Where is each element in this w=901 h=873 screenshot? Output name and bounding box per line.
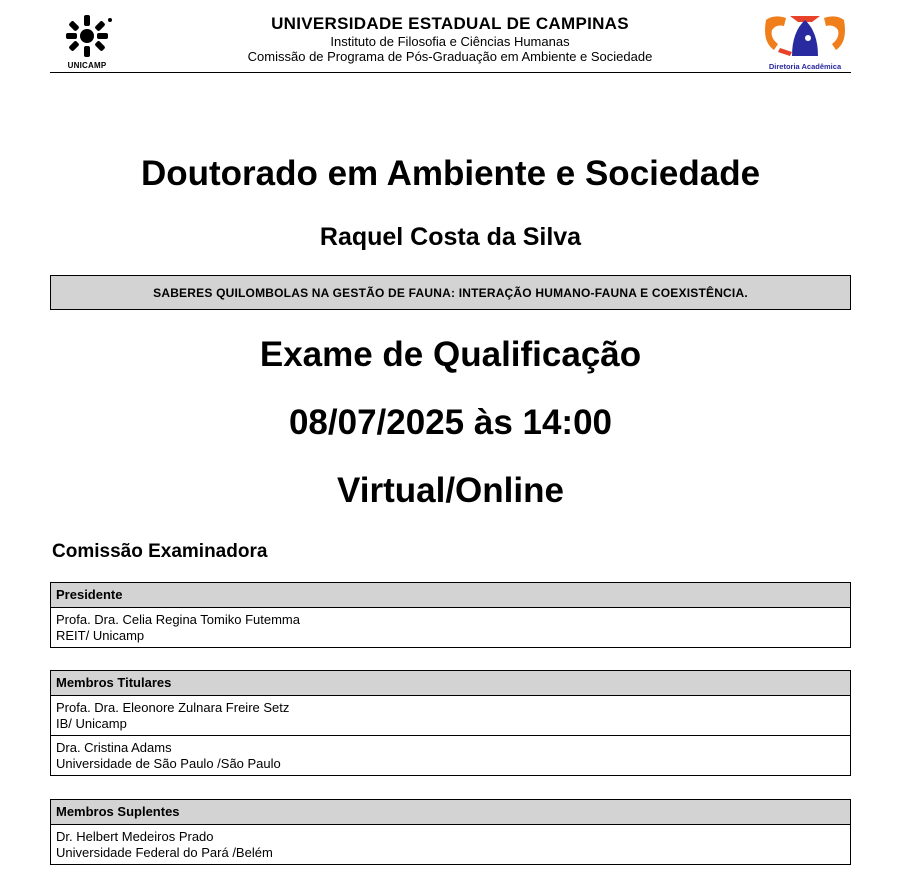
member-row: [51, 608, 850, 647]
exam-datetime: 08/07/2025 às 14:00: [288, 403, 613, 442]
document-header: [50, 8, 851, 73]
member-name: Profa. Dra. Eleonore Zulnara Freire Setz: [56, 700, 290, 715]
diretoria-academica-caption: Diretoria Acadêmica: [768, 62, 842, 71]
committee-heading: Comissão Examinadora: [52, 541, 268, 562]
member-row: [51, 696, 850, 735]
substitute-members-header: Membros Suplentes: [51, 800, 850, 825]
substitute-members-table: [50, 799, 851, 865]
header-text: [150, 14, 750, 64]
commission-name: Comissão de Programa de Pós-Graduação em Ambiente e Sociedade: [247, 49, 653, 64]
program-title: Doutorado em Ambiente e Sociedade: [140, 154, 761, 193]
thesis-title: SABERES QUILOMBOLAS NA GESTÃO DE FAUNA: INTERAÇÃO HUMANO-FAUNA E COEXISTÊNCIA.: [153, 285, 748, 300]
student-name: Raquel Costa da Silva: [319, 223, 582, 251]
exam-type: Exame de Qualificação: [259, 335, 642, 374]
member-row: [51, 735, 850, 775]
exam-location: Virtual/Online: [337, 471, 564, 510]
unicamp-logo-caption: UNICAMP: [67, 61, 107, 70]
member-affiliation: REIT/ Unicamp: [56, 628, 145, 643]
member-name: Dra. Cristina Adams: [56, 740, 172, 755]
university-name: UNIVERSIDADE ESTADUAL DE CAMPINAS: [271, 14, 629, 33]
president-header: Presidente: [51, 583, 850, 608]
institute-name: Instituto de Filosofia e Ciências Humanas: [330, 34, 570, 49]
member-name: Profa. Dra. Celia Regina Tomiko Futemma: [56, 612, 300, 627]
member-affiliation: IB/ Unicamp: [56, 716, 127, 731]
diretoria-academica-logo: [762, 12, 848, 72]
thesis-title-box: [50, 275, 851, 310]
president-table: [50, 582, 851, 648]
member-affiliation: Universidade de São Paulo /São Paulo: [56, 756, 281, 771]
member-row: [51, 825, 850, 864]
titular-members-table: [50, 670, 851, 776]
member-affiliation: Universidade Federal do Pará /Belém: [56, 845, 273, 860]
unicamp-logo: [58, 14, 116, 70]
titular-members-header: Membros Titulares: [51, 671, 850, 696]
member-name: Dr. Helbert Medeiros Prado: [56, 829, 214, 844]
diretoria-academica-emblem-icon: [762, 12, 848, 62]
unicamp-emblem-icon: [58, 14, 116, 60]
